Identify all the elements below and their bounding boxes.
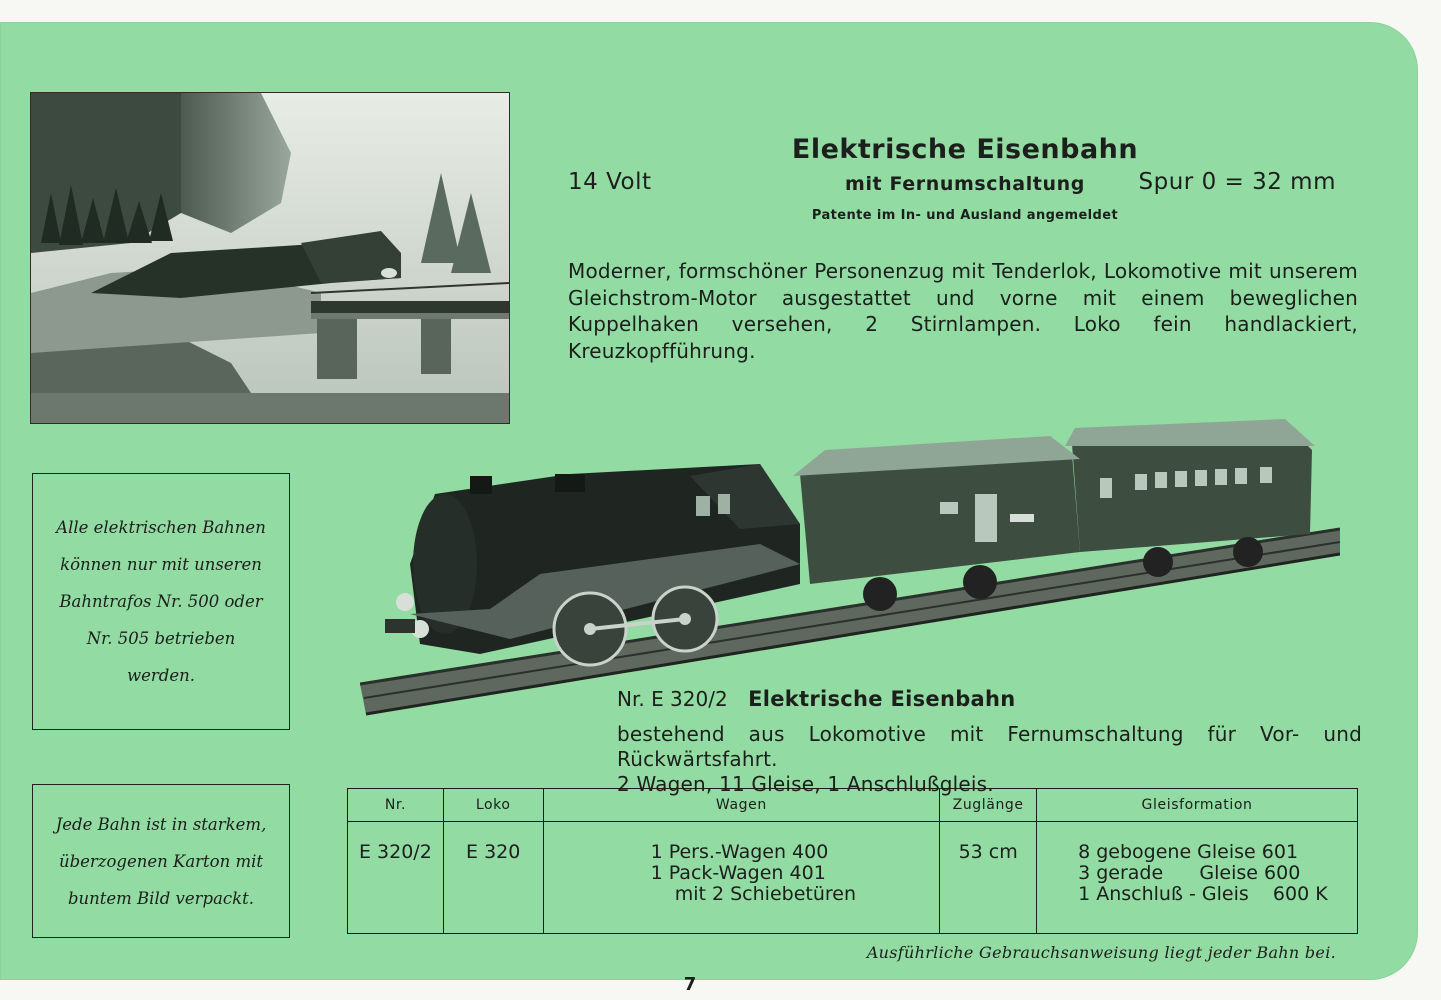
product-heading	[617, 687, 1016, 711]
gleis-line: 8 gebogene Gleise 601	[1078, 841, 1299, 863]
mountain-train-illustration	[30, 92, 510, 424]
product-number: Nr. E 320/2	[617, 687, 728, 711]
instructions-footnote: Ausführliche Gebrauchsanweisung liegt jeder Bahn bei.	[866, 943, 1336, 962]
gauge-label: Spur 0 = 32 mm	[1138, 169, 1336, 195]
product-description: Moderner, formschöner Personenzug mit Tenderlok, Lokomotive mit unserem Gleichstrom-Motor ausgestattet und vorne mit einem beweglichen Kuppelhaken versehen, 2 Stirnlampen. Loko fein handlackiert, Kreuzkopfführung.	[568, 259, 1358, 363]
cell-loko: E 320	[443, 822, 543, 934]
col-header-gleisformation: Gleisformation	[1037, 789, 1358, 822]
packaging-note-text: Jede Bahn ist in starkem, überzogenen Karton mit buntem Bild verpackt.	[55, 814, 267, 908]
table-row	[348, 822, 1358, 934]
train-set-illustration	[360, 414, 1340, 724]
col-header-zuglaenge: Zuglänge	[940, 789, 1037, 822]
transformer-note-box	[32, 473, 290, 730]
wagen-line: mit 2 Schiebetüren	[650, 883, 857, 905]
cell-zuglaenge: 53 cm	[940, 822, 1037, 934]
patent-notice: Patente im In- und Ausland angemeldet	[811, 208, 1119, 223]
voltage-label: 14 Volt	[568, 169, 652, 195]
product-name: Elektrische Eisenbahn	[748, 687, 1016, 711]
table-header-row	[348, 789, 1358, 822]
transformer-note-text: Alle elektrischen Bahnen können nur mit unseren Bahntrafos Nr. 500 oder Nr. 505 betrieben werden.	[56, 518, 266, 685]
mountain-scene-image	[31, 93, 509, 423]
page-title: Elektrische Eisenbahn	[791, 134, 1139, 165]
gleis-line: 1 Anschluß - Gleis 600 K	[1078, 883, 1328, 905]
col-header-wagen: Wagen	[543, 789, 940, 822]
cell-wagen	[543, 822, 940, 934]
catalog-page	[0, 22, 1418, 995]
product-contents-line-1: bestehend aus Lokomotive mit Fernumschaltung für Vor- und Rückwärtsfahrt.	[617, 722, 1362, 771]
gleis-line: 3 gerade Gleise 600	[1078, 862, 1301, 884]
page-number: 7	[683, 974, 697, 995]
col-header-loko: Loko	[443, 789, 543, 822]
cell-nr: E 320/2	[348, 822, 444, 934]
product-contents	[617, 722, 1362, 797]
cell-gleisformation	[1037, 822, 1358, 934]
product-contents-line-2: 2 Wagen, 11 Gleise, 1 Anschlußgleis.	[617, 772, 994, 796]
packaging-note-box	[32, 784, 290, 938]
specification-table	[347, 788, 1358, 934]
col-header-nr: Nr.	[348, 789, 444, 822]
wagen-line: 1 Pers.-Wagen 400	[650, 841, 829, 863]
wagen-line: 1 Pack-Wagen 401	[650, 862, 826, 884]
page-subtitle: mit Fernumschaltung	[845, 173, 1085, 195]
